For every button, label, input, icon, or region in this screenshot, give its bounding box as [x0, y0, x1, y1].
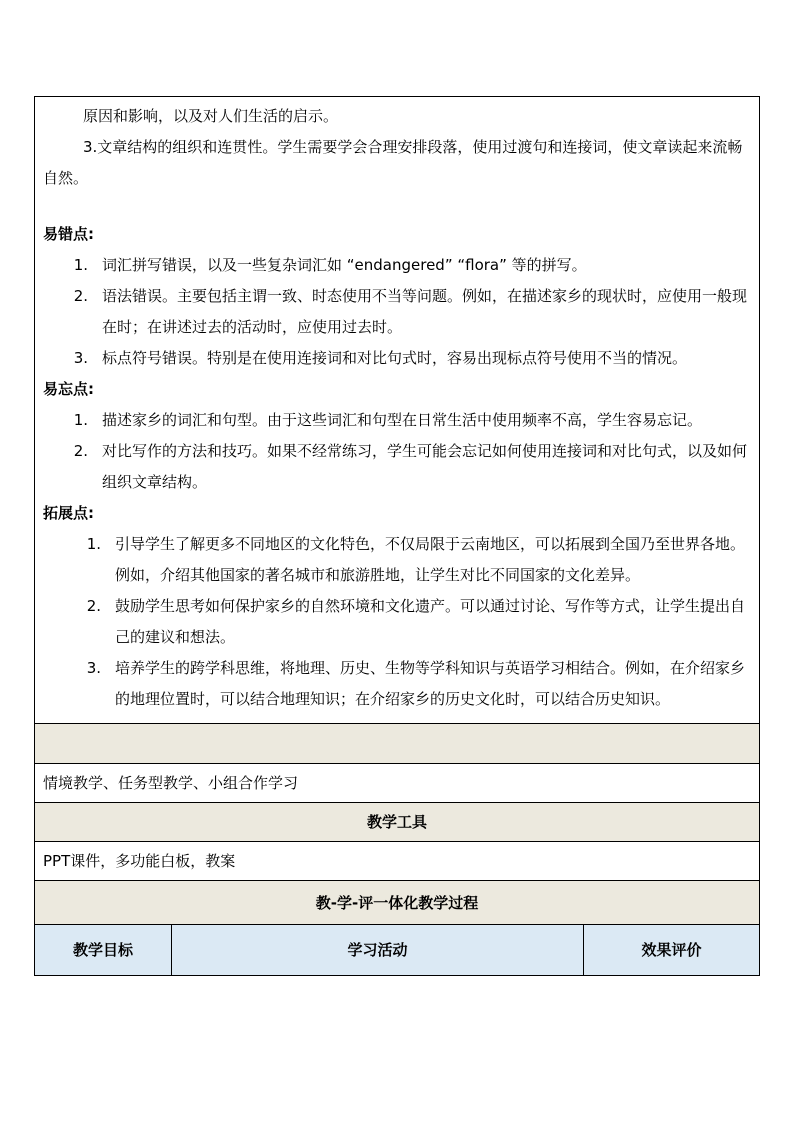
- column-header-evaluation: 效果评价: [641, 941, 702, 959]
- list-text: 描述家乡的词汇和句型。由于这些词汇和句型在日常生活中使用频率不高，学生容易忘记。: [102, 411, 703, 429]
- list-item: [43, 653, 751, 715]
- extension-points-heading: 拓展点:: [43, 504, 94, 522]
- list-text: 培养学生的跨学科思维，将地理、历史、生物等学科知识与英语学习相结合。例如，在介绍家乡的地理位置时，可以结合地理知识；在介绍家乡的历史文化时，可以结合历史知识。: [115, 659, 746, 708]
- list-item: [43, 343, 751, 374]
- column-header-goals: 教学目标: [35, 925, 172, 975]
- teaching-tools-row: PPT课件，多功能白板，教案: [35, 842, 759, 881]
- list-text: 词汇拼写错误，以及一些复杂词汇如 “endangered” “flora” 等的拼写。: [102, 256, 587, 274]
- empty-shaded-row: [35, 724, 759, 764]
- error-points-list: [43, 250, 751, 374]
- list-text: 引导学生了解更多不同地区的文化特色，不仅局限于云南地区，可以拓展到全国乃至世界各地。例如，介绍其他国家的著名城市和旅游胜地，让学生对比不同国家的文化差异。: [115, 535, 746, 584]
- list-text: 对比写作的方法和技巧。如果不经常练习，学生可能会忘记如何使用连接词和对比句式，以及如何组织文章结构。: [102, 442, 748, 491]
- list-item: [43, 436, 751, 498]
- list-number: 1.: [73, 256, 88, 274]
- process-heading: 教-学-评一体化教学过程: [35, 881, 759, 925]
- teaching-methods-row: 情境教学、任务型教学、小组合作学习: [35, 764, 759, 803]
- list-number: 2.: [73, 442, 88, 460]
- paragraph-2: 3.文章结构的组织和连贯性。学生需要学会合理安排段落，使用过渡句和连接词，使文章读起来流畅自然。: [43, 138, 743, 187]
- list-text: 鼓励学生思考如何保护家乡的自然环境和文化遗产。可以通过讨论、写作等方式，让学生提出自己的建议和想法。: [115, 597, 746, 646]
- list-item: [43, 250, 751, 281]
- teaching-tools-heading: 教学工具: [35, 803, 759, 842]
- error-points-heading: 易错点:: [43, 225, 94, 243]
- list-number: 2.: [86, 597, 101, 615]
- column-header-activities: 学习活动: [172, 925, 584, 975]
- key-points-cell: [35, 97, 759, 724]
- list-number: 1.: [86, 535, 101, 553]
- list-number: 1.: [73, 411, 88, 429]
- list-text: 标点符号错误。特别是在使用连接词和对比句式时，容易出现标点符号使用不当的情况。: [102, 349, 688, 367]
- paragraph-1: 原因和影响，以及对人们生活的启示。: [83, 107, 339, 125]
- list-number: 3.: [86, 659, 101, 677]
- extension-points-list: [43, 529, 751, 715]
- list-text: 语法错误。主要包括主谓一致、时态使用不当等问题。例如，在描述家乡的现状时，应使用一般现在时；在讲述过去的活动时，应使用过去时。: [102, 287, 748, 336]
- list-item: [43, 529, 751, 591]
- process-header-row: [35, 925, 759, 976]
- forget-points-heading: 易忘点:: [43, 380, 94, 398]
- forget-points-list: [43, 405, 751, 498]
- list-number: 3.: [73, 349, 88, 367]
- blank-line: [43, 194, 751, 219]
- list-item: [43, 405, 751, 436]
- lesson-plan-table: [34, 96, 760, 976]
- list-number: 2.: [73, 287, 88, 305]
- list-item: [43, 591, 751, 653]
- list-item: [43, 281, 751, 343]
